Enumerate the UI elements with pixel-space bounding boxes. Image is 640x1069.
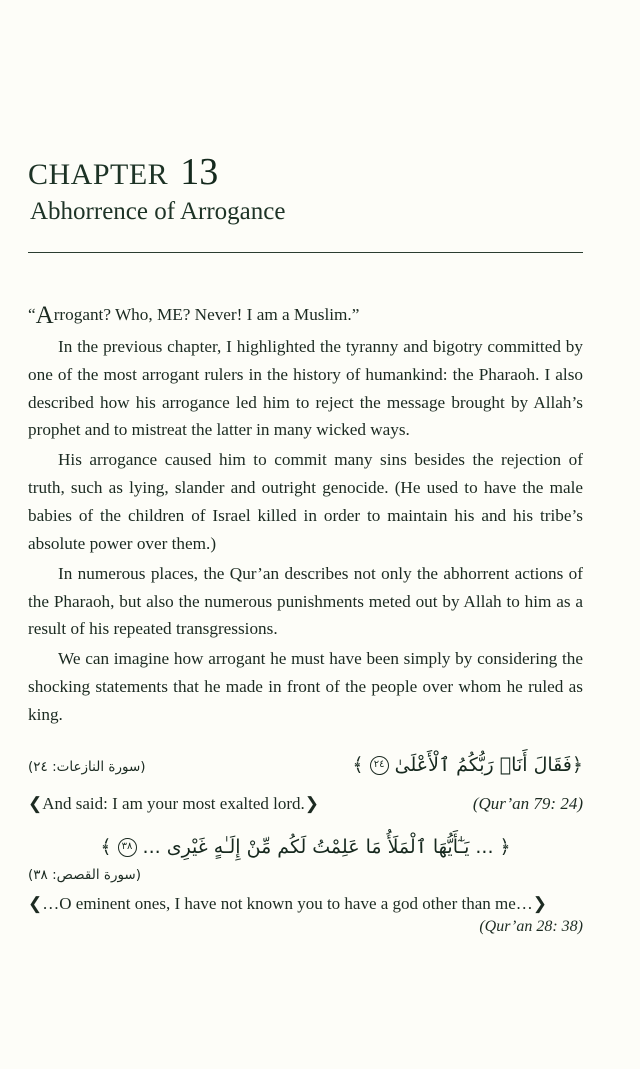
chapter-heading	[28, 150, 583, 194]
paragraph-3: In numerous places, the Qur’an describes not only the abhorrent actions of the Pharaoh, but also the numerous punishments meted out by Allah to him as a result of his repeated transgressions.	[28, 563, 583, 639]
translation-text-2: ❮…O eminent ones, I have not known you to have a god other than me…❯	[28, 894, 548, 914]
translation-row-2	[28, 891, 583, 917]
citation-2: (Qur’an 28: 38)	[479, 917, 583, 935]
arabic-verse-1-end: ﴾	[352, 753, 364, 776]
translation-row-1	[28, 791, 583, 817]
drop-cap: A	[35, 302, 54, 329]
citation-1: (Qur’an 79: 24)	[472, 793, 583, 813]
chapter-number: 13	[180, 151, 219, 193]
surah-reference-1: (سورة النازعات: ٢٤)	[28, 758, 146, 775]
arabic-verse-2	[28, 829, 583, 865]
arabic-verse-2-text: ﴿ ... يَـٰٓأَيُّهَا ٱلْمَلَأُ مَا عَلِمْتُ لَكُم مِّنْ إِلَـٰهٍ غَيْرِى ...	[142, 836, 511, 859]
paragraph-2: His arrogance caused him to commit many sins besides the rejection of truth, such as lying, slander and outright genocide. (He used to have the male babies of the children of Israel killed in order to maintain his and his tribe’s absolute power over them.)	[28, 450, 583, 553]
ayah-marker-2: ٣٨	[118, 838, 137, 857]
arabic-verse-1-text: ﴿فَقَالَ أَنَا۠ رَبُّكُمُ ٱلْأَعْلَىٰ	[394, 753, 583, 776]
arabic-verse-1	[352, 747, 583, 783]
header-divider	[28, 252, 583, 253]
opening-text: rrogant? Who, ME? Never! I am a Muslim.”	[53, 305, 360, 324]
surah-reference-2: (سورة القصص: ٣٨)	[28, 867, 142, 884]
opening-paragraph	[28, 301, 583, 329]
arabic-verse-2-end: ﴾	[100, 836, 112, 859]
body-text	[28, 301, 583, 936]
quran-quote-2	[28, 829, 583, 935]
quran-quote-1	[28, 741, 583, 817]
page-content	[28, 150, 583, 936]
chapter-label: CHAPTER	[28, 158, 169, 191]
chapter-title: Abhorrence of Arrogance	[30, 198, 286, 225]
ayah-marker-1: ٢٤	[370, 756, 389, 775]
paragraph-4: We can imagine how arrogant he must have been simply by considering the shocking statements that he made in front of the people over whom he ruled as king.	[28, 649, 583, 725]
translation-text-1: ❮And said: I am your most exalted lord.❯	[28, 793, 319, 813]
opening-quote-mark: “	[28, 305, 36, 324]
arabic-row-1	[28, 741, 583, 783]
paragraph-1: In the previous chapter, I highlighted the tyranny and bigotry committed by one of the most arrogant rulers in the history of humankind: the Pharaoh. I also described how his arrogance led him to reject the message brought by Allah’s prophet and to mistreat the latter in many wicked ways.	[28, 336, 583, 440]
